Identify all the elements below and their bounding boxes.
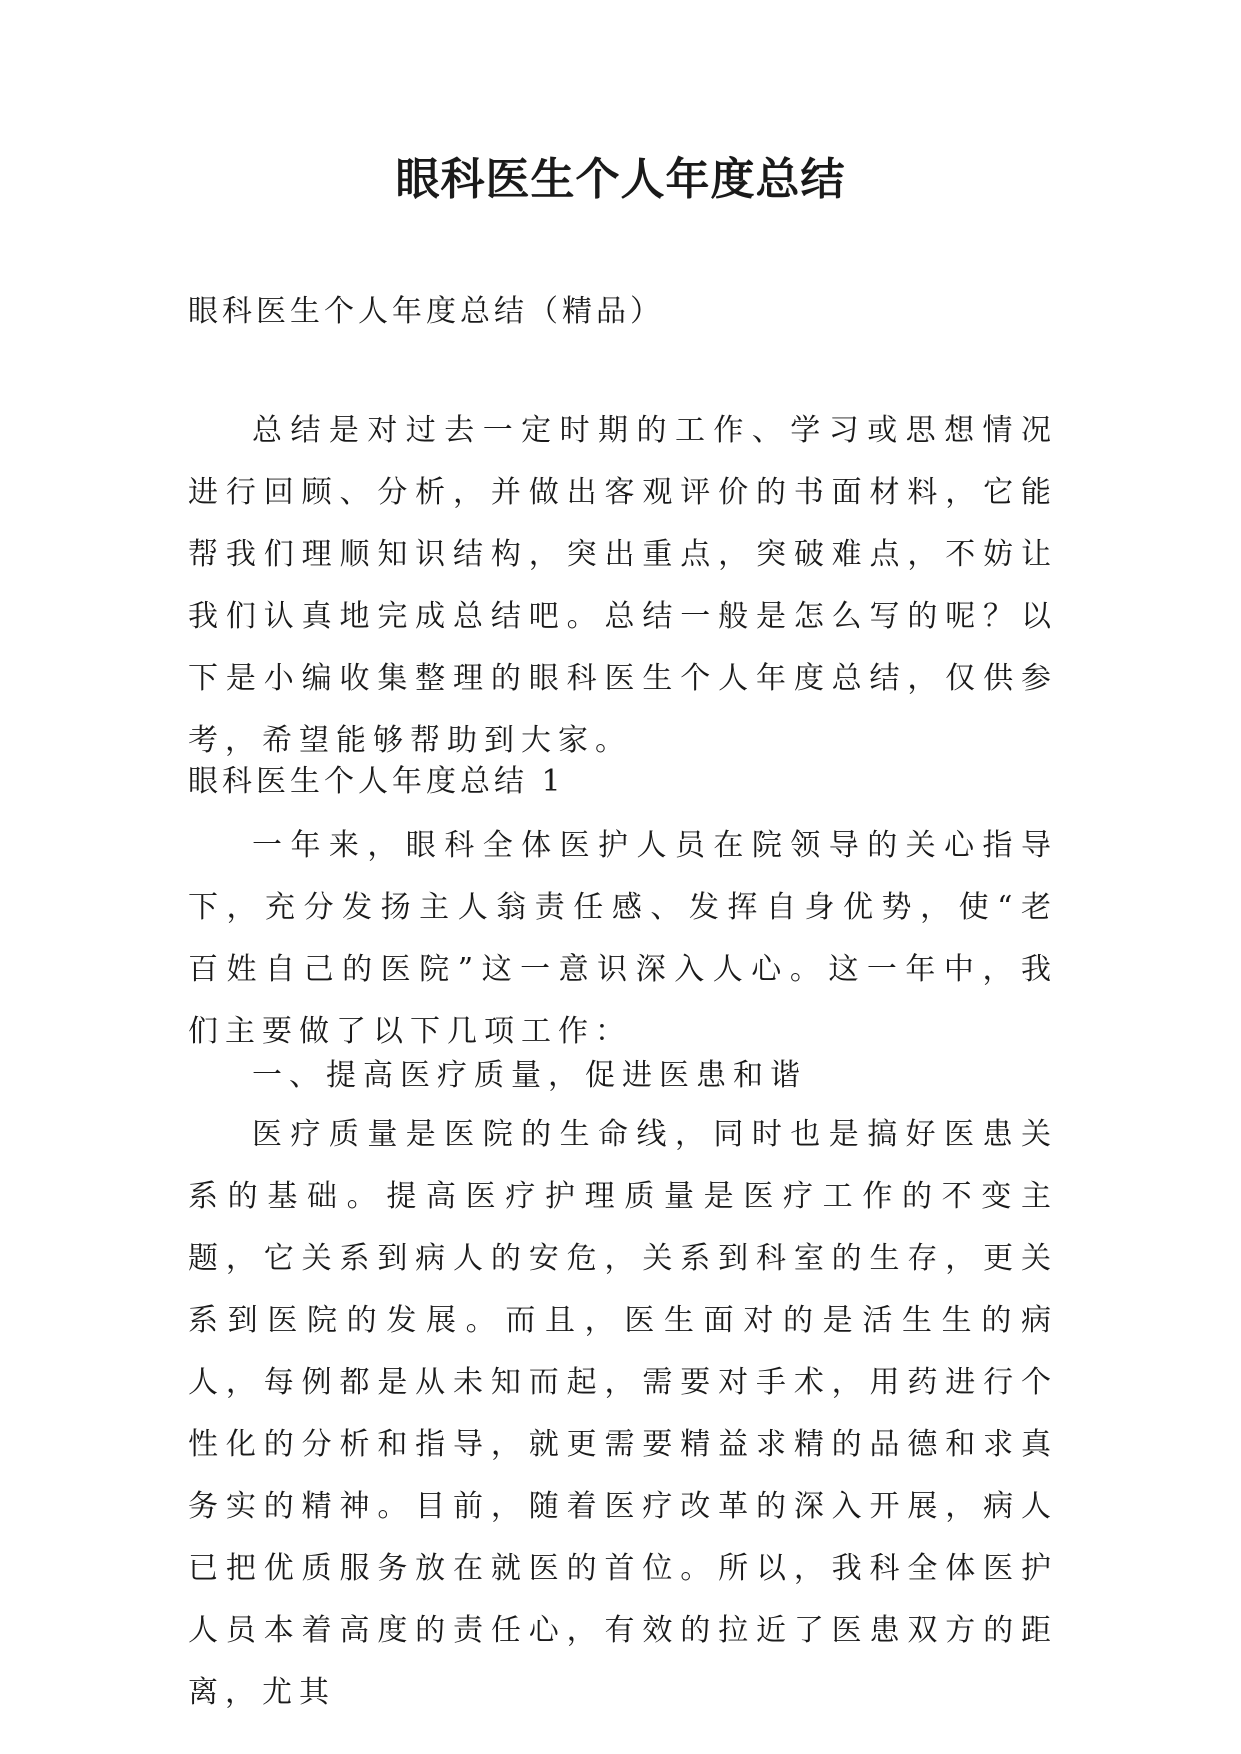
body-paragraph-1: 一年来，眼科全体医护人员在院领导的关心指导下，充分发扬主人翁责任感、发挥自身优势，使“老百姓自己的医院”这一意识深入人心。这一年中，我们主要做了以下几项工作： — [188, 828, 1058, 1049]
intro-paragraph: 总结是对过去一定时期的工作、学习或思想情况进行回顾、分析，并做出客观评价的书面材料，它能帮我们理顺知识结构，突出重点，突破难点，不妨让我们认真地完成总结吧。总结一般是怎么写的呢？以下是小编收集整理的眼科医生个人年度总结，仅供参考，希望能够帮助到大家。 — [188, 413, 1058, 758]
body-paragraph-2: 医疗质量是医院的生命线，同时也是搞好医患关系的基础。提高医疗护理质量是医疗工作的不变主题，它关系到病人的安危，关系到科室的生存，更关系到医院的发展。而且，医生面对的是活生生的病人，每例都是从未知而起，需要对手术，用药进行个性化的分析和指导，就更需要精益求精的品德和求真务实的精神。目前，随着医疗改革的深入开展，病人已把优质服务放在就医的首位。所以，我科全体医护人员本着高度的责任心，有效的拉近了医患双方的距离，尤其 — [188, 1117, 1058, 1710]
document-subtitle: 眼科医生个人年度总结（精品） — [188, 294, 664, 329]
section-heading-1: 一、提高医疗质量，促进医患和谐 — [252, 1058, 807, 1093]
section-title: 眼科医生个人年度总结 1 — [188, 764, 565, 799]
document-title: 眼科医生个人年度总结 — [395, 154, 846, 205]
